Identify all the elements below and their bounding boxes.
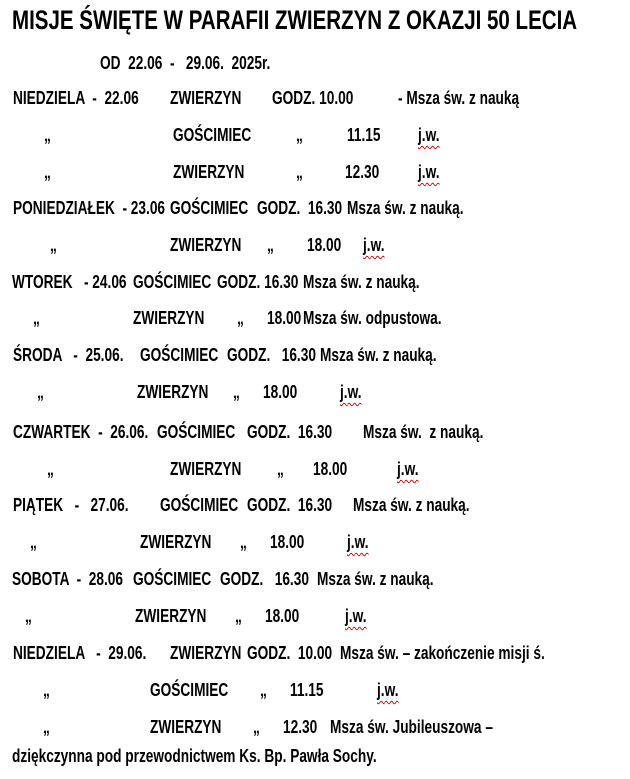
schedule-text: GODZ. 10.00 — [272, 88, 354, 108]
schedule-text: ZWIERZYN — [150, 717, 222, 737]
schedule-text: ZWIERZYN — [170, 459, 242, 479]
schedule-text: Msza św. – zakończenie misji ś. — [340, 643, 545, 663]
schedule-text: 18.00 — [267, 308, 302, 328]
schedule-text: GOŚCIMIEC — [133, 569, 212, 589]
schedule-row — [0, 421, 630, 445]
schedule-text: GOŚCIMIEC — [160, 495, 239, 515]
date-range: OD 22.06 - 29.06. 2025r. — [100, 53, 271, 73]
schedule-text: Msza św. z nauką. — [317, 569, 434, 589]
schedule-row — [0, 568, 630, 592]
schedule-text: ZWIERZYN — [170, 643, 242, 663]
schedule-text: PONIEDZIAŁEK - 23.06 — [13, 198, 166, 218]
schedule-row — [0, 161, 630, 185]
schedule-row — [0, 271, 630, 295]
schedule-text: ZWIERZYN — [140, 532, 212, 552]
schedule-text: ZWIERZYN — [137, 382, 209, 402]
schedule-text: GODZ. 16.30 — [257, 198, 343, 218]
ditto-mark: „ — [25, 606, 32, 626]
schedule-text: 18.00 — [263, 382, 298, 402]
spellcheck-flagged-text: j.w. — [363, 235, 385, 255]
schedule-row — [0, 679, 630, 703]
spellcheck-flagged-text: j.w. — [345, 606, 367, 626]
ditto-mark: „ — [43, 717, 50, 737]
ditto-mark: „ — [277, 459, 284, 479]
schedule-text: Msza św. z nauką. — [320, 345, 437, 365]
schedule-text: Msza św. z nauką. — [347, 198, 464, 218]
ditto-mark: „ — [267, 235, 274, 255]
schedule-row — [0, 344, 630, 368]
ditto-mark: „ — [296, 162, 303, 182]
schedule-text: NIEDZIELA - 22.06 — [13, 88, 139, 108]
schedule-text: NIEDZIELA - 29.06. — [13, 643, 147, 663]
schedule-text: Msza św. Jubileuszowa – — [330, 717, 493, 737]
schedule-text: ZWIERZYN — [133, 308, 205, 328]
ditto-mark: „ — [44, 125, 51, 145]
spellcheck-flagged-text: j.w. — [418, 162, 440, 182]
schedule-text: ZWIERZYN — [170, 88, 242, 108]
spellcheck-flagged-text: j.w. — [397, 459, 419, 479]
schedule-text: GODZ. 16.30 — [247, 422, 333, 442]
schedule-text: GOŚCIMIEC — [157, 422, 236, 442]
spellcheck-flagged-text: j.w. — [418, 125, 440, 145]
spellcheck-flagged-text: j.w. — [347, 532, 369, 552]
schedule-row — [0, 531, 630, 555]
ditto-mark: „ — [44, 162, 51, 182]
schedule-text: WTOREK - 24.06 — [12, 272, 127, 292]
schedule-text: SOBOTA - 28.06 — [12, 569, 123, 589]
schedule-row — [0, 87, 630, 111]
ditto-mark: „ — [233, 382, 240, 402]
ditto-mark: „ — [43, 680, 50, 700]
schedule-text: 12.30 — [345, 162, 380, 182]
schedule-row — [0, 716, 630, 740]
ditto-mark: „ — [50, 235, 57, 255]
schedule-text: GODZ. 16.30 — [247, 495, 333, 515]
schedule-text: Msza św. z nauką. — [363, 422, 484, 442]
spellcheck-flagged-text: j.w. — [377, 680, 399, 700]
schedule-text: GOŚCIMIEC — [133, 272, 212, 292]
spellcheck-flagged-text: j.w. — [340, 382, 362, 402]
document-title: MISJE ŚWIĘTE W PARAFII ZWIERZYN Z OKAZJI 50 LECIA — [12, 5, 578, 35]
ditto-mark: „ — [253, 717, 260, 737]
schedule-text: ZWIERZYN — [170, 235, 242, 255]
ditto-mark: „ — [37, 382, 44, 402]
schedule-text: 12.30 — [283, 717, 318, 737]
schedule-text: 18.00 — [265, 606, 300, 626]
schedule-text: PIĄTEK - 27.06. — [13, 495, 129, 515]
ditto-mark: „ — [30, 532, 37, 552]
schedule-row — [0, 494, 630, 518]
schedule-text: 18.00 — [270, 532, 305, 552]
schedule-text: Msza św. z nauką. — [303, 272, 420, 292]
schedule-text: dziękczynna pod przewodnictwem Ks. Bp. Pawła Sochy. — [12, 746, 377, 766]
schedule-text: GOŚCIMIEC — [150, 680, 229, 700]
schedule-text: ZWIERZYN — [135, 606, 207, 626]
schedule-text: Msza św. z nauką. — [353, 495, 470, 515]
schedule-row — [0, 745, 630, 769]
schedule-row — [0, 381, 630, 405]
schedule-text: 18.00 — [307, 235, 342, 255]
schedule-text: 11.15 — [290, 680, 324, 700]
ditto-mark: „ — [47, 459, 54, 479]
schedule-text: - Msza św. z nauką — [398, 88, 520, 108]
schedule-text: ZWIERZYN — [173, 162, 245, 182]
schedule-row — [0, 234, 630, 258]
schedule-text: GOŚCIMIEC — [140, 345, 219, 365]
ditto-mark: „ — [296, 125, 303, 145]
schedule-row — [0, 605, 630, 629]
schedule-text: GOŚCIMIEC — [170, 198, 249, 218]
schedule-row — [0, 124, 630, 148]
schedule-row — [0, 197, 630, 221]
ditto-mark: „ — [240, 532, 247, 552]
ditto-mark: „ — [33, 308, 40, 328]
schedule-row — [0, 307, 630, 331]
schedule-text: Msza św. odpustowa. — [303, 308, 442, 328]
schedule-text: 11.15 — [347, 125, 381, 145]
schedule-row — [0, 642, 630, 666]
schedule-text: GODZ. 10.00 — [247, 643, 333, 663]
schedule-text: 18.00 — [313, 459, 348, 479]
ditto-mark: „ — [260, 680, 267, 700]
schedule-text: GODZ. 16.30 — [220, 569, 309, 589]
schedule-row — [0, 458, 630, 482]
ditto-mark: „ — [237, 308, 244, 328]
schedule-text: GOŚCIMIEC — [173, 125, 252, 145]
schedule-text: CZWARTEK - 26.06. — [13, 422, 149, 442]
schedule-text: ŚRODA - 25.06. — [13, 345, 124, 365]
schedule-text: GODZ. 16.30 — [217, 272, 299, 292]
schedule-text: GODZ. 16.30 — [227, 345, 316, 365]
ditto-mark: „ — [235, 606, 242, 626]
